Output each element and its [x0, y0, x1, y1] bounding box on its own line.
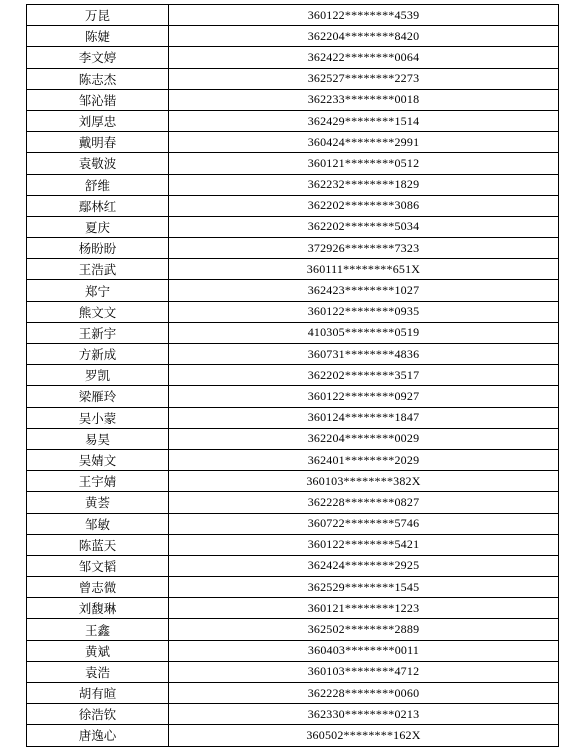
table-row — [27, 195, 559, 216]
name-cell: 郑宁 — [27, 280, 169, 301]
id-number-cell: 362429********1514 — [169, 110, 559, 131]
id-number-cell: 362424********2925 — [169, 555, 559, 576]
id-number-cell: 360124********1847 — [169, 407, 559, 428]
table-row — [27, 238, 559, 259]
name-cell: 梁雁玲 — [27, 386, 169, 407]
id-number-cell: 360122********4539 — [169, 5, 559, 26]
name-cell: 徐浩钦 — [27, 704, 169, 725]
table-row — [27, 428, 559, 449]
table-row — [27, 174, 559, 195]
table-row — [27, 132, 559, 153]
name-cell: 曾志微 — [27, 577, 169, 598]
name-cell: 陈婕 — [27, 26, 169, 47]
id-number-cell: 362401********2029 — [169, 449, 559, 470]
name-cell: 袁敬波 — [27, 153, 169, 174]
table-row — [27, 110, 559, 131]
name-cell: 李文婷 — [27, 47, 169, 68]
name-cell: 唐逸心 — [27, 725, 169, 746]
name-cell: 熊文文 — [27, 301, 169, 322]
id-number-cell: 362202********3086 — [169, 195, 559, 216]
table-row — [27, 216, 559, 237]
id-number-cell: 362232********1829 — [169, 174, 559, 195]
table-row — [27, 386, 559, 407]
id-number-cell: 360722********5746 — [169, 513, 559, 534]
table-row — [27, 153, 559, 174]
table-row — [27, 259, 559, 280]
table-row — [27, 725, 559, 746]
name-cell: 夏庆 — [27, 216, 169, 237]
name-cell: 胡有暄 — [27, 683, 169, 704]
name-cell: 王浩武 — [27, 259, 169, 280]
table-row — [27, 280, 559, 301]
roster-table-body — [27, 5, 559, 747]
id-number-cell: 360103********382X — [169, 471, 559, 492]
id-number-cell: 362423********1027 — [169, 280, 559, 301]
roster-sheet — [26, 4, 558, 747]
id-number-cell: 360103********4712 — [169, 661, 559, 682]
table-row — [27, 5, 559, 26]
id-number-cell: 362527********2273 — [169, 68, 559, 89]
roster-table — [26, 4, 559, 747]
table-row — [27, 704, 559, 725]
id-number-cell: 362204********0029 — [169, 428, 559, 449]
table-row — [27, 471, 559, 492]
table-row — [27, 555, 559, 576]
name-cell: 鄢林红 — [27, 195, 169, 216]
id-number-cell: 362202********3517 — [169, 365, 559, 386]
table-row — [27, 89, 559, 110]
table-row — [27, 640, 559, 661]
table-row — [27, 619, 559, 640]
name-cell: 黄荟 — [27, 492, 169, 513]
table-row — [27, 513, 559, 534]
table-row — [27, 365, 559, 386]
id-number-cell: 362228********0827 — [169, 492, 559, 513]
table-row — [27, 407, 559, 428]
name-cell: 刘厚忠 — [27, 110, 169, 131]
table-row — [27, 534, 559, 555]
name-cell: 王宇婧 — [27, 471, 169, 492]
name-cell: 罗凯 — [27, 365, 169, 386]
name-cell: 戴明春 — [27, 132, 169, 153]
id-number-cell: 362202********5034 — [169, 216, 559, 237]
id-number-cell: 360122********0927 — [169, 386, 559, 407]
name-cell: 陈蓝天 — [27, 534, 169, 555]
table-row — [27, 449, 559, 470]
id-number-cell: 410305********0519 — [169, 322, 559, 343]
table-row — [27, 47, 559, 68]
id-number-cell: 360122********5421 — [169, 534, 559, 555]
name-cell: 黄斌 — [27, 640, 169, 661]
table-row — [27, 492, 559, 513]
id-number-cell: 360111********651X — [169, 259, 559, 280]
id-number-cell: 362228********0060 — [169, 683, 559, 704]
name-cell: 袁浩 — [27, 661, 169, 682]
name-cell: 万昆 — [27, 5, 169, 26]
id-number-cell: 360424********2991 — [169, 132, 559, 153]
table-row — [27, 322, 559, 343]
id-number-cell: 360731********4836 — [169, 344, 559, 365]
id-number-cell: 360121********0512 — [169, 153, 559, 174]
table-row — [27, 683, 559, 704]
id-number-cell: 360122********0935 — [169, 301, 559, 322]
name-cell: 吴小蒙 — [27, 407, 169, 428]
id-number-cell: 362529********1545 — [169, 577, 559, 598]
name-cell: 易昊 — [27, 428, 169, 449]
name-cell: 刘馥琳 — [27, 598, 169, 619]
id-number-cell: 362330********0213 — [169, 704, 559, 725]
name-cell: 吴婧文 — [27, 449, 169, 470]
table-row — [27, 301, 559, 322]
table-row — [27, 598, 559, 619]
id-number-cell: 362422********0064 — [169, 47, 559, 68]
id-number-cell: 362204********8420 — [169, 26, 559, 47]
name-cell: 陈志杰 — [27, 68, 169, 89]
id-number-cell: 360403********0011 — [169, 640, 559, 661]
name-cell: 舒维 — [27, 174, 169, 195]
name-cell: 王鑫 — [27, 619, 169, 640]
table-row — [27, 68, 559, 89]
id-number-cell: 372926********7323 — [169, 238, 559, 259]
name-cell: 邹敏 — [27, 513, 169, 534]
id-number-cell: 362502********2889 — [169, 619, 559, 640]
table-row — [27, 344, 559, 365]
id-number-cell: 360502********162X — [169, 725, 559, 746]
name-cell: 邹沁锴 — [27, 89, 169, 110]
name-cell: 方新成 — [27, 344, 169, 365]
id-number-cell: 362233********0018 — [169, 89, 559, 110]
name-cell: 王新宇 — [27, 322, 169, 343]
id-number-cell: 360121********1223 — [169, 598, 559, 619]
table-row — [27, 661, 559, 682]
name-cell: 邹文韬 — [27, 555, 169, 576]
name-cell: 杨盼盼 — [27, 238, 169, 259]
table-row — [27, 577, 559, 598]
table-row — [27, 26, 559, 47]
